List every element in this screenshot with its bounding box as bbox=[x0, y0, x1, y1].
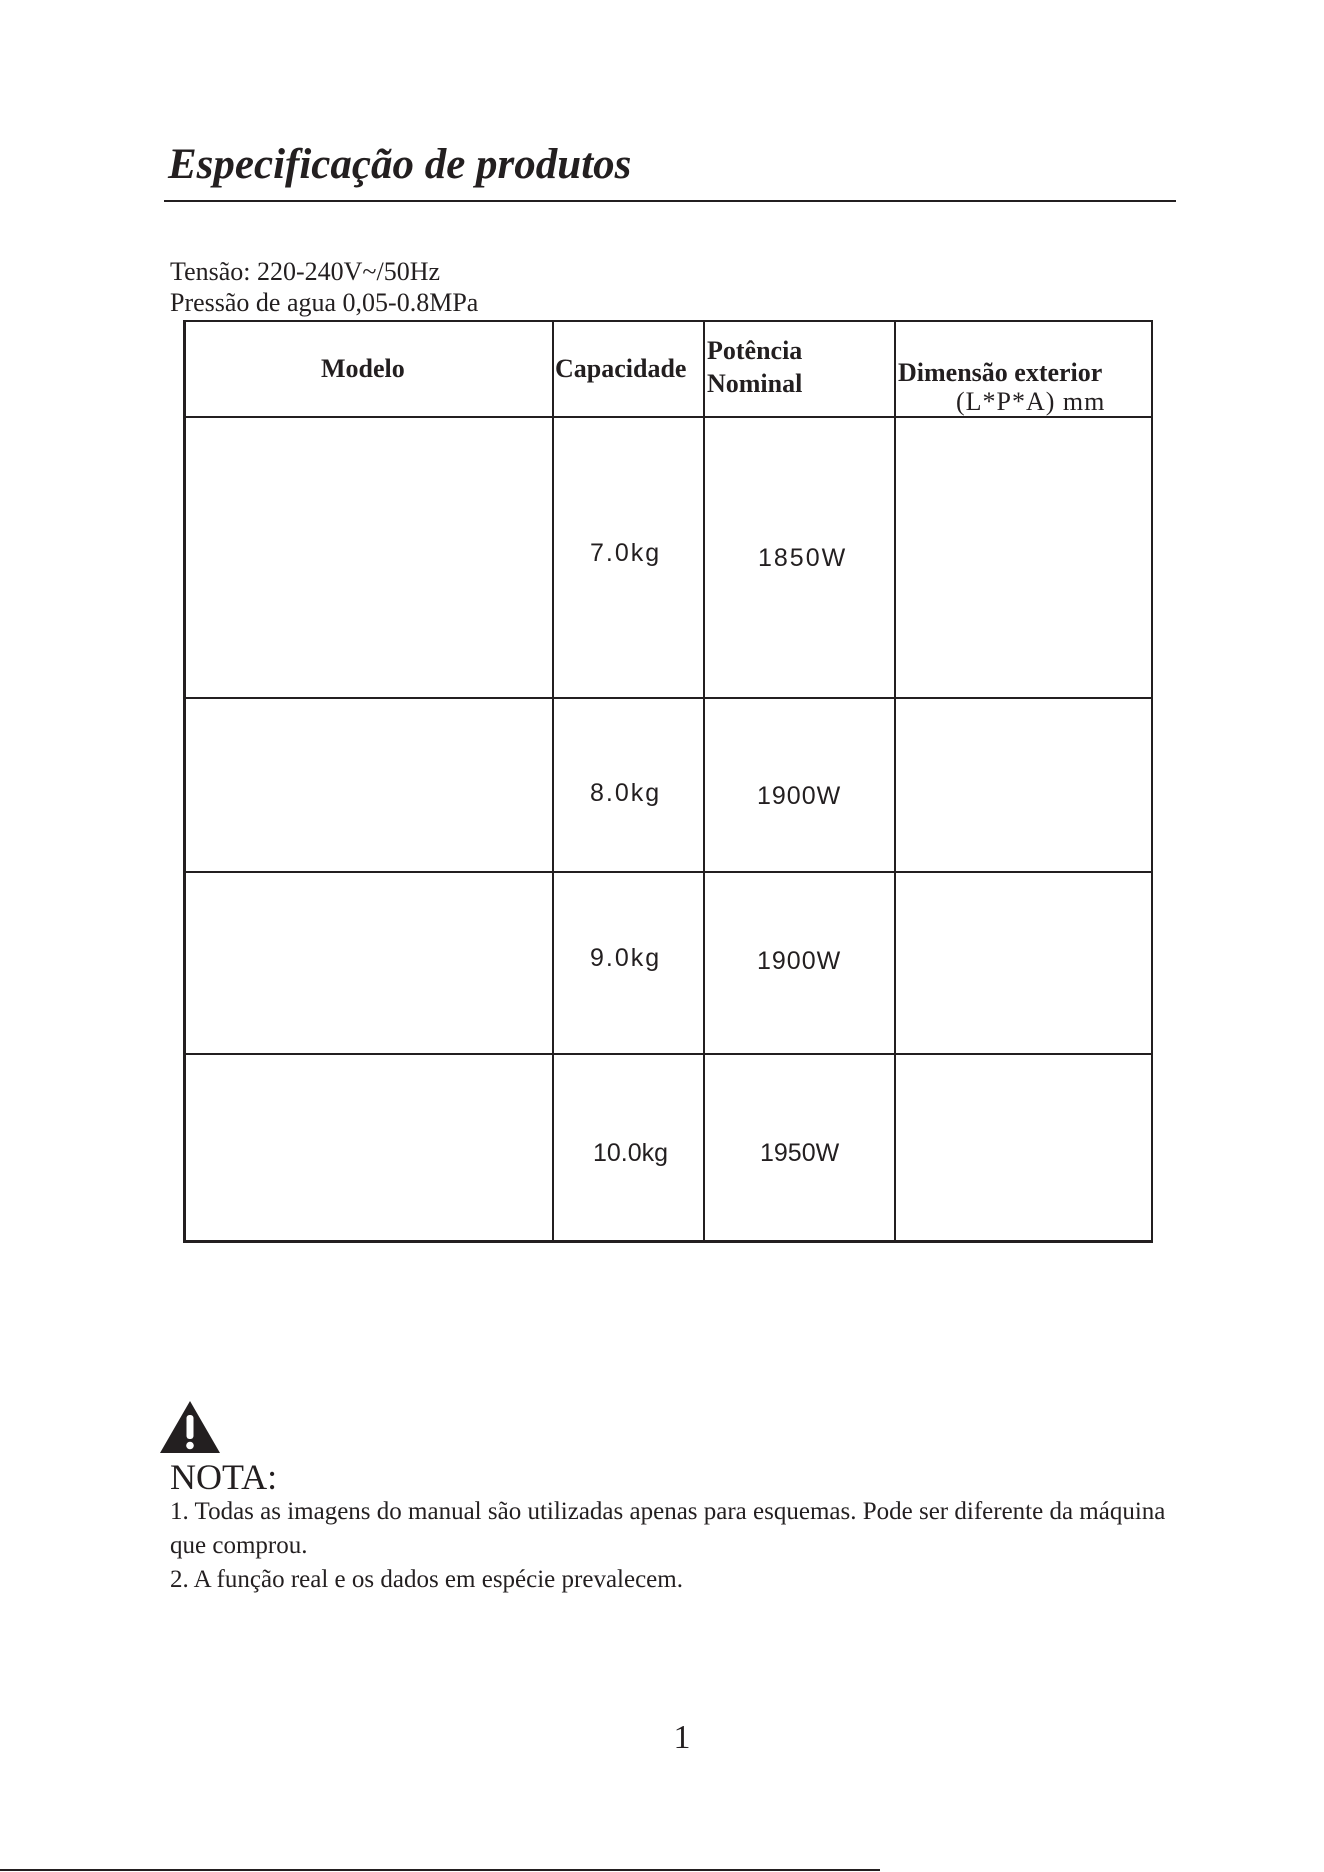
column-header-model: Modelo bbox=[321, 354, 405, 383]
warning-triangle-icon bbox=[158, 1399, 222, 1455]
capacity-cell: 10.0kg bbox=[593, 1139, 669, 1167]
spec-table bbox=[183, 320, 1153, 1243]
page-bottom-rule bbox=[0, 1869, 880, 1871]
column-header-capacity: Capacidade bbox=[555, 354, 687, 383]
table-column-divider bbox=[894, 320, 896, 1243]
table-top-border bbox=[183, 320, 1153, 322]
table-column-divider bbox=[703, 320, 705, 1243]
power-cell: 1900W bbox=[757, 947, 842, 975]
voltage-spec: Tensão: 220-240V~/50Hz bbox=[170, 257, 441, 286]
note-label: NOTA: bbox=[170, 1457, 278, 1497]
power-cell: 1950W bbox=[760, 1139, 840, 1167]
capacity-cell: 7.0kg bbox=[590, 539, 662, 567]
column-header-power-sub: Nominal bbox=[707, 369, 803, 398]
table-right-border bbox=[1151, 320, 1153, 1243]
column-header-power: Potência bbox=[707, 336, 803, 365]
note-item: 2. A função real e os dados em espécie prevalecem. bbox=[170, 1566, 683, 1593]
capacity-cell: 8.0kg bbox=[590, 779, 662, 807]
note-item: 1. Todas as imagens do manual são utilizadas apenas para esquemas. Pode ser diferente da máquina que comprou. bbox=[170, 1498, 1166, 1559]
table-row-divider bbox=[183, 1053, 1153, 1055]
page-title: Especificação de produtos bbox=[168, 141, 632, 188]
title-underline bbox=[164, 200, 1176, 202]
power-cell: 1900W bbox=[757, 782, 842, 810]
page-number: 1 bbox=[673, 1719, 691, 1756]
table-left-border bbox=[183, 320, 186, 1243]
table-row-divider bbox=[183, 871, 1153, 873]
water-pressure-spec: Pressão de agua 0,05-0.8MPa bbox=[170, 288, 479, 317]
power-cell: 1850W bbox=[758, 544, 848, 572]
capacity-cell: 9.0kg bbox=[590, 944, 662, 972]
table-row-divider bbox=[183, 697, 1153, 699]
table-column-divider bbox=[552, 320, 554, 1243]
table-bottom-border bbox=[183, 1240, 1153, 1243]
column-header-dimension: Dimensão exterior bbox=[898, 358, 1103, 387]
column-header-dimension-unit: (L*P*A) mm bbox=[956, 387, 1106, 416]
